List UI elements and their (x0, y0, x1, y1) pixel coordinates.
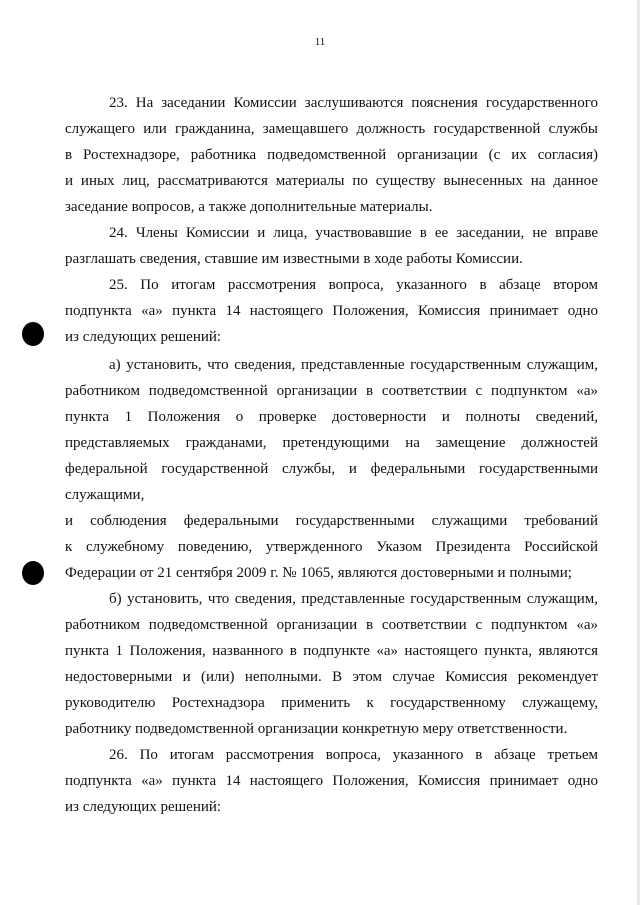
text-line: работником подведомственной организации в соответствии с подпунктом «а» (65, 383, 598, 399)
text-line: представляемых гражданами, претендующими на замещение должностей (65, 435, 598, 451)
text-line: и иных лиц, рассматриваются материалы по существу вынесенных на данное (65, 173, 598, 189)
text-line: 23. На заседании Комиссии заслушиваются пояснения государственного (109, 95, 598, 111)
text-line: разглашать сведения, ставшие им известными в ходе работы Комиссии. (65, 251, 523, 267)
text-line: работнику подведомственной организации конкретную меру ответственности. (65, 721, 568, 737)
text-line: пункта 1 Положения о проверке достоверности и полноты сведений, (65, 409, 598, 425)
text-line: заседание вопросов, а также дополнительные материалы. (65, 199, 433, 215)
text-line: служащего или гражданина, замещавшего должность государственной службы (65, 121, 598, 137)
punch-hole-mark (22, 561, 44, 585)
text-line: и соблюдения федеральными государственными служащими требований (65, 513, 598, 529)
page-number: 11 (314, 36, 326, 48)
text-line: а) установить, что сведения, представленные государственным служащим, (109, 357, 598, 373)
text-line: подпункта «а» пункта 14 настоящего Положения, Комиссия принимает одно (65, 303, 598, 319)
text-line: пункта 1 Положения, названного в подпункте «а» настоящего пункта, являются (65, 643, 598, 659)
text-line: 25. По итогам рассмотрения вопроса, указанного в абзаце втором (109, 277, 598, 293)
text-line: подпункта «а» пункта 14 настоящего Положения, Комиссия принимает одно (65, 773, 598, 789)
punch-hole-mark (22, 322, 44, 346)
text-line: в Ростехнадзоре, работника подведомственной организации (с их согласия) (65, 147, 598, 163)
text-line: б) установить, что сведения, представленные государственным служащим, (109, 591, 598, 607)
text-line: федеральной государственной службы, и федеральными государственными (65, 461, 598, 477)
text-line: 26. По итогам рассмотрения вопроса, указанного в абзаце третьем (109, 747, 598, 763)
text-line: руководителю Ростехнадзора применить к государственному служащему, (65, 695, 598, 711)
text-line: из следующих решений: (65, 799, 222, 815)
text-line: работником подведомственной организации в соответствии с подпунктом «а» (65, 617, 598, 633)
text-line: 24. Члены Комиссии и лица, участвовавшие в ее заседании, не вправе (109, 225, 598, 241)
text-line: недостоверными и (или) неполными. В этом случае Комиссия рекомендует (65, 669, 598, 685)
text-line: из следующих решений: (65, 329, 222, 345)
text-line: к служебному поведению, утвержденного Указом Президента Российской (65, 539, 598, 555)
text-line: Федерации от 21 сентября 2009 г. № 1065, являются достоверными и полными; (65, 565, 572, 581)
text-line: служащими, (65, 487, 145, 503)
